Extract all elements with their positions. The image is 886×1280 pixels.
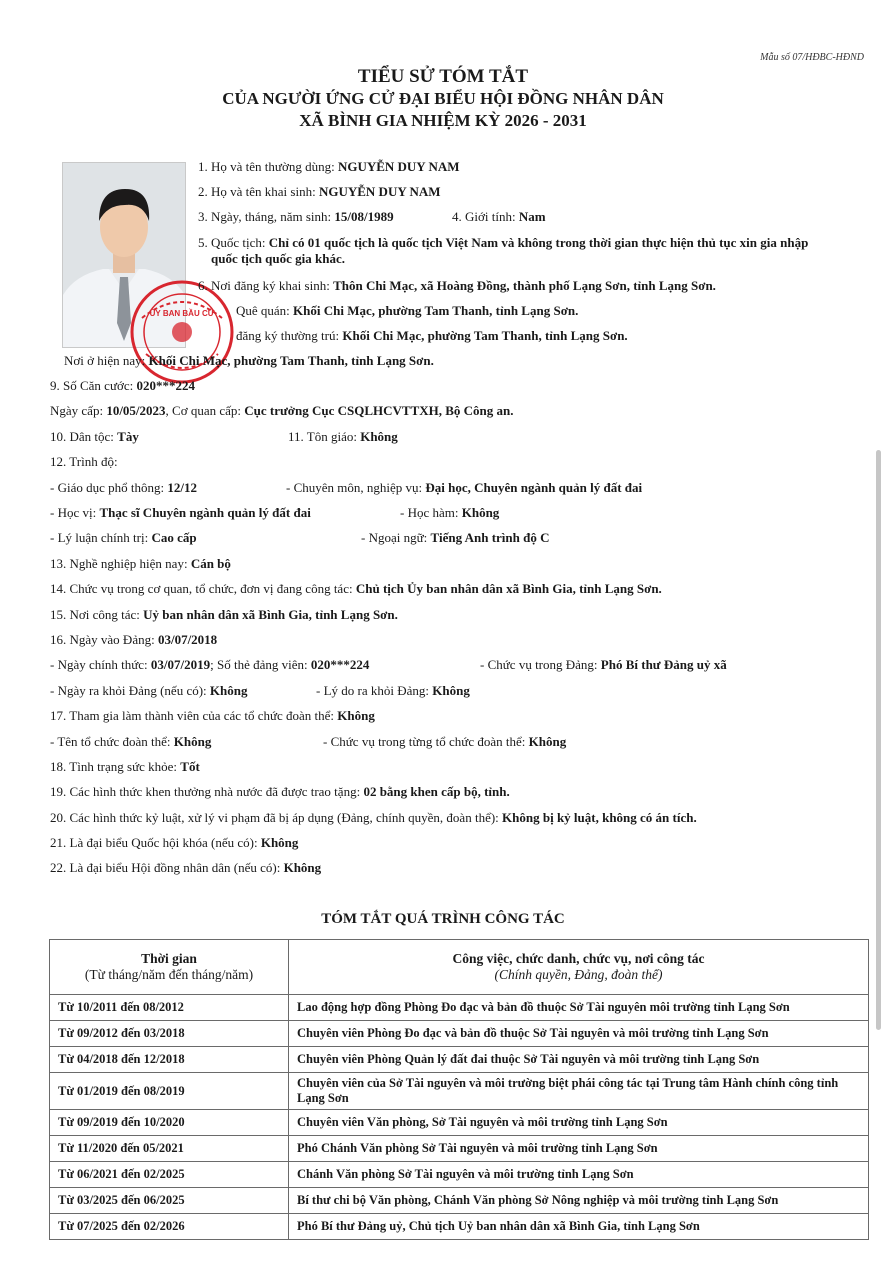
field-awards: 19. Các hình thức khen thưởng nhà nước đã được trao tặng: 02 bằng khen cấp bộ, tỉnh. [50,784,510,799]
row-period: Từ 07/2025 đến 02/2026 [50,1214,289,1240]
title-line-2: CỦA NGƯỜI ỨNG CỬ ĐẠI BIỂU HỘI ĐỒNG NHÂN DÂN [222,89,664,108]
field-party-leave-date: - Ngày ra khỏi Đảng (nếu có): Không [50,683,248,698]
field-party-leave-reason: - Lý do ra khỏi Đảng: Không [316,683,470,698]
field-occupation: 13. Nghề nghiệp hiện nay: Cán bộ [50,556,231,571]
row-description: Chánh Văn phòng Sở Tài nguyên và môi trường tỉnh Lạng Sơn [289,1162,869,1188]
field-organizations: 17. Tham gia làm thành viên của các tổ chức đoàn thể: Không [50,708,375,723]
field-common-name: 1. Họ và tên thường dùng: NGUYỄN DUY NAM [198,159,460,174]
table-header-row [50,940,869,995]
row-description: Lao động hợp đồng Phòng Đo đạc và bản đồ thuộc Sở Tài nguyên môi trường tỉnh Lạng Sơn [289,995,869,1021]
form-code: Mẫu số 07/HĐBC-HĐND [760,52,864,63]
field-workplace: 15. Nơi công tác: Uỷ ban nhân dân xã Bình Gia, tỉnh Lạng Sơn. [50,607,398,622]
row-description: Chuyên viên của Sở Tài nguyên và môi trường biệt phái công tác tại Trung tâm Hành chính công tỉnh Lạng Sơn [289,1073,869,1110]
field-organization-position: - Chức vụ trong từng tổ chức đoàn thể: Không [323,734,567,749]
row-period: Từ 06/2021 đến 02/2025 [50,1162,289,1188]
field-political-theory: - Lý luận chính trị: Cao cấp [50,530,197,545]
field-party-position: - Chức vụ trong Đảng: Phó Bí thư Đảng uỷ xã [480,657,727,672]
field-birth-date: 3. Ngày, tháng, năm sinh: 15/08/1989 [198,209,394,224]
row-period: Từ 09/2012 đến 03/2018 [50,1021,289,1047]
header-period-title: Thời gian [141,951,197,966]
table-row [50,1136,869,1162]
scrollbar[interactable] [876,450,881,1030]
field-professional: - Chuyên môn, nghiệp vụ: Đại học, Chuyên ngành quản lý đất đai [286,480,643,495]
row-period: Từ 04/2018 đến 12/2018 [50,1047,289,1073]
header-description-title: Công việc, chức danh, chức vụ, nơi công tác [452,951,705,966]
header-period [50,940,289,995]
table-row [50,1214,869,1240]
field-health: 18. Tình trạng sức khỏe: Tốt [50,759,200,774]
table-row [50,1021,869,1047]
field-id-number: 9. Số Căn cước: 020***224 [50,378,195,393]
table-row [50,1073,869,1110]
field-foreign-language: - Ngoại ngữ: Tiếng Anh trình độ C [361,530,550,545]
field-general-education: - Giáo dục phổ thông: 12/12 [50,480,197,495]
field-position: 14. Chức vụ trong cơ quan, tổ chức, đơn vị đang công tác: Chủ tịch Ủy ban nhân dân xã Bình Gia, tỉnh Lạng Sơn. [50,581,662,596]
work-history-table [49,939,869,1240]
document-title [0,66,886,132]
field-academic-rank: - Học hàm: Không [400,505,500,520]
field-birth-name: 2. Họ và tên khai sinh: NGUYỄN DUY NAM [198,184,441,199]
field-birth-registration: 6. Nơi đăng ký khai sinh: Thôn Chi Mạc, xã Hoàng Đồng, thành phố Lạng Sơn, tỉnh Lạng Sơn. [198,278,716,293]
field-religion: 11. Tôn giáo: Không [288,429,398,444]
field-nationality: 5. Quốc tịch: Chỉ có 01 quốc tịch là quốc tịch Việt Nam và không trong thời gian thực hiện thủ tục xin gia nhập [198,235,809,250]
field-nationality-cont: quốc tịch quốc gia khác. [211,251,345,266]
row-period: Từ 09/2019 đến 10/2020 [50,1110,289,1136]
table-row [50,1047,869,1073]
red-stamp [128,278,236,386]
row-period: Từ 03/2025 đến 06/2025 [50,1188,289,1214]
stamp-text: ỦY BAN BẦU CỬ [149,309,215,318]
field-national-assembly: 21. Là đại biểu Quốc hội khóa (nếu có): Không [50,835,299,850]
title-line-3: XÃ BÌNH GIA NHIỆM KỲ 2026 - 2031 [299,111,587,130]
title-line-1: TIỂU SỬ TÓM TẮT [357,66,529,87]
field-education-heading: 12. Trình độ: [50,454,118,469]
field-discipline: 20. Các hình thức kỷ luật, xử lý vi phạm đã bị áp dụng (Đảng, chính quyền, đoàn thể): Không bị kỷ luật, không có án tích. [50,810,697,825]
row-description: Chuyên viên Phòng Quản lý đất đai thuộc Sở Tài nguyên và môi trường tỉnh Lạng Sơn [289,1047,869,1073]
header-period-sub: (Từ tháng/năm đến tháng/năm) [84,967,254,982]
table-row [50,1162,869,1188]
work-history-title: TÓM TẮT QUÁ TRÌNH CÔNG TÁC [321,911,565,927]
row-period: Từ 10/2011 đến 08/2012 [50,995,289,1021]
field-gender: 4. Giới tính: Nam [452,209,546,224]
field-permanent-residence: đăng ký thường trú: Khối Chi Mạc, phường Tam Thanh, tỉnh Lạng Sơn. [236,328,628,343]
field-organization-name: - Tên tổ chức đoàn thể: Không [50,734,212,749]
field-hometown: Quê quán: Khối Chi Mạc, phường Tam Thanh, tỉnh Lạng Sơn. [236,303,579,318]
field-party-join-date: 16. Ngày vào Đảng: 03/07/2018 [50,632,218,647]
table-row [50,1188,869,1214]
row-period: Từ 11/2020 đến 05/2021 [50,1136,289,1162]
row-description: Chuyên viên Phòng Đo đạc và bản đồ thuộc Sở Tài nguyên và môi trường tỉnh Lạng Sơn [289,1021,869,1047]
field-peoples-council: 22. Là đại biểu Hội đồng nhân dân (nếu có): Không [50,860,322,875]
table-row [50,995,869,1021]
header-description-sub: (Chính quyền, Đảng, đoàn thể) [494,967,663,982]
field-current-residence: Nơi ở hiện nay: Khối Chi Mạc, phường Tam Thanh, tỉnh Lạng Sơn. [64,353,434,368]
field-degree: - Học vị: Thạc sĩ Chuyên ngành quản lý đất đai [50,505,311,520]
row-description: Phó Chánh Văn phòng Sở Tài nguyên và môi trường tỉnh Lạng Sơn [289,1136,869,1162]
table-row [50,1110,869,1136]
field-ethnicity: 10. Dân tộc: Tày [50,429,139,444]
row-description: Phó Bí thư Đảng uỷ, Chủ tịch Uỷ ban nhân dân xã Bình Gia, tỉnh Lạng Sơn [289,1214,869,1240]
field-id-issue: Ngày cấp: 10/05/2023, Cơ quan cấp: Cục trưởng Cục CSQLHCVTTXH, Bộ Công an. [50,403,514,418]
header-description [289,940,869,995]
field-party-official: - Ngày chính thức: 03/07/2019; Số thẻ đảng viên: 020***224 [50,657,370,672]
row-description: Chuyên viên Văn phòng, Sở Tài nguyên và môi trường tỉnh Lạng Sơn [289,1110,869,1136]
row-description: Bí thư chi bộ Văn phòng, Chánh Văn phòng Sở Nông nghiệp và môi trường tỉnh Lạng Sơn [289,1188,869,1214]
row-period: Từ 01/2019 đến 08/2019 [50,1073,289,1110]
